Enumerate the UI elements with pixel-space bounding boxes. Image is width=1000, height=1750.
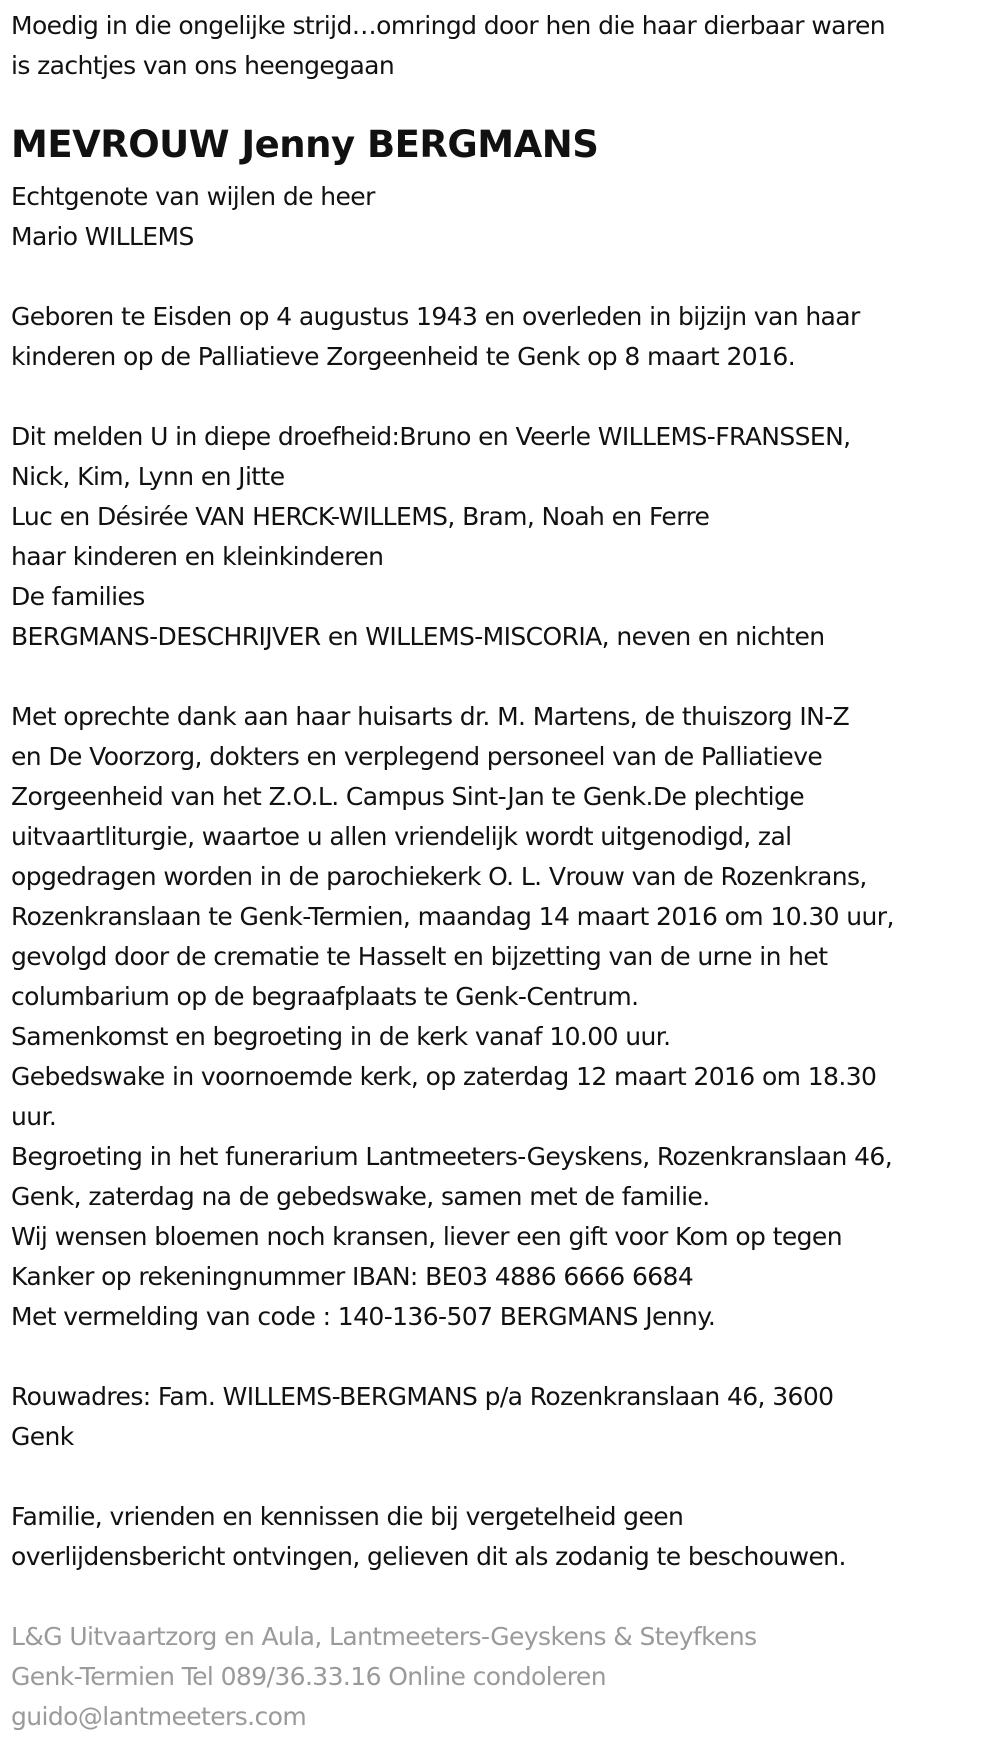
footer-email: guido@lantmeeters.com — [11, 1702, 307, 1731]
address-line: Genk — [11, 1422, 74, 1451]
details-paragraph — [11, 697, 996, 1337]
notice-paragraph — [11, 1497, 996, 1577]
details-line: gevolgd door de crematie te Hasselt en bijzetting van de urne in het — [11, 942, 828, 971]
details-line: Genk, zaterdag na de gebedswake, samen met de familie. — [11, 1182, 710, 1211]
spouse-paragraph — [11, 177, 996, 257]
paragraph-gap — [11, 257, 996, 297]
details-line: Rozenkranslaan te Genk-Termien, maandag 14 maart 2016 om 10.30 uur, — [11, 902, 894, 931]
birth-death-paragraph — [11, 297, 996, 377]
birth-death-line: kinderen op de Palliatieve Zorgeenheid te Genk op 8 maart 2016. — [11, 342, 796, 371]
address-paragraph — [11, 1377, 996, 1457]
intro-line: Moedig in die ongelijke strijd…omringd door hen die haar dierbaar waren — [11, 11, 886, 40]
paragraph-gap — [11, 1337, 996, 1377]
obituary-notice — [11, 6, 996, 1737]
family-line: haar kinderen en kleinkinderen — [11, 542, 384, 571]
details-line: Kanker op rekeningnummer IBAN: BE03 4886 6666 6684 — [11, 1262, 694, 1291]
notice-line: Familie, vrienden en kennissen die bij vergetelheid geen — [11, 1502, 684, 1531]
details-line: columbarium op de begraafplaats te Genk-Centrum. — [11, 982, 639, 1011]
birth-death-line: Geboren te Eisden op 4 augustus 1943 en overleden in bijzijn van haar — [11, 302, 860, 331]
footer-line: L&G Uitvaartzorg en Aula, Lantmeeters-Geyskens & Steyfkens — [11, 1622, 757, 1651]
details-line: Gebedswake in voornoemde kerk, op zaterdag 12 maart 2016 om 18.30 — [11, 1062, 877, 1091]
details-line: uur. — [11, 1102, 57, 1131]
details-line: Met oprechte dank aan haar huisarts dr. M. Martens, de thuiszorg IN-Z — [11, 702, 850, 731]
details-line: Wij wensen bloemen noch kransen, liever een gift voor Kom op tegen — [11, 1222, 842, 1251]
family-line: Nick, Kim, Lynn en Jitte — [11, 462, 285, 491]
intro-paragraph — [11, 6, 996, 86]
footer-line: Genk-Termien Tel 089/36.33.16 Online condoleren — [11, 1662, 606, 1691]
notice-line: overlijdensbericht ontvingen, gelieven dit als zodanig te beschouwen. — [11, 1542, 846, 1571]
spouse-line: Mario WILLEMS — [11, 222, 194, 251]
details-line: en De Voorzorg, dokters en verplegend personeel van de Palliatieve — [11, 742, 823, 771]
family-line: Luc en Désirée VAN HERCK-WILLEMS, Bram, Noah en Ferre — [11, 502, 710, 531]
details-line: Samenkomst en begroeting in de kerk vanaf 10.00 uur. — [11, 1022, 671, 1051]
family-line: BERGMANS-DESCHRIJVER en WILLEMS-MISCORIA, neven en nichten — [11, 622, 825, 651]
details-line: Begroeting in het funerarium Lantmeeters-Geyskens, Rozenkranslaan 46, — [11, 1142, 893, 1171]
paragraph-gap — [11, 1577, 996, 1617]
spouse-line: Echtgenote van wijlen de heer — [11, 182, 375, 211]
family-line: Dit melden U in diepe droefheid:Bruno en Veerle WILLEMS-FRANSSEN, — [11, 422, 851, 451]
address-line: Rouwadres: Fam. WILLEMS-BERGMANS p/a Rozenkranslaan 46, 3600 — [11, 1382, 834, 1411]
details-line: opgedragen worden in de parochiekerk O. L. Vrouw van de Rozenkrans, — [11, 862, 867, 891]
paragraph-gap — [11, 657, 996, 697]
deceased-name-title: MEVROUW Jenny BERGMANS — [11, 123, 599, 166]
paragraph-gap — [11, 1457, 996, 1497]
undertaker-footer — [11, 1617, 996, 1737]
intro-line: is zachtjes van ons heengegaan — [11, 51, 395, 80]
family-line: De families — [11, 582, 145, 611]
details-line: uitvaartliturgie, waartoe u allen vriendelijk wordt uitgenodigd, zal — [11, 822, 792, 851]
details-line: Met vermelding van code : 140-136-507 BERGMANS Jenny. — [11, 1302, 716, 1331]
details-line: Zorgeenheid van het Z.O.L. Campus Sint-Jan te Genk.De plechtige — [11, 782, 804, 811]
family-paragraph — [11, 417, 996, 657]
paragraph-gap — [11, 377, 996, 417]
